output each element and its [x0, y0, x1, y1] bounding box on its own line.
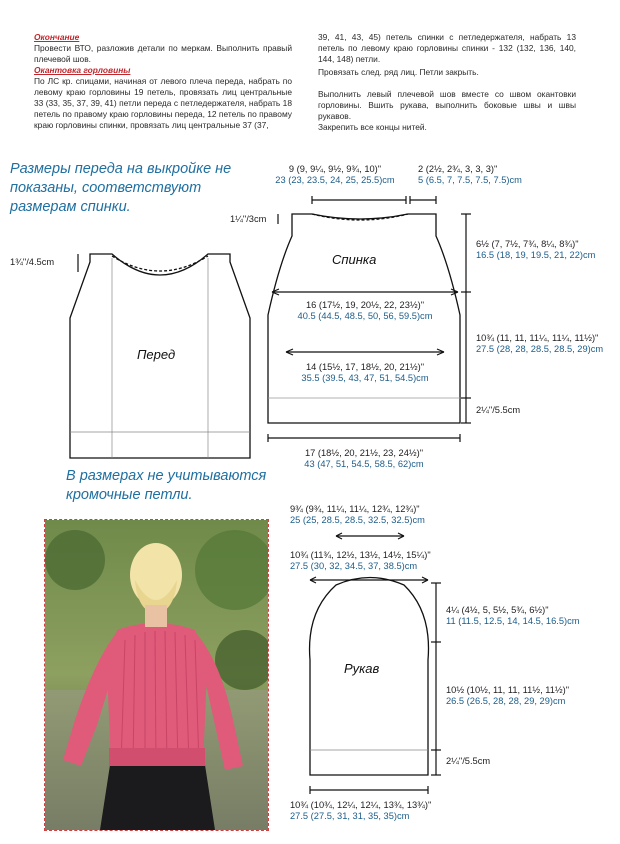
back-hem-dim: 17 (18½, 20, 21½, 23, 24½)" 43 (47, 51, 54.5, 58.5, 62)cm	[304, 448, 424, 469]
sleeve-length-dim: 10½ (10½, 11, 11, 11½, 11½)" 26.5 (26.5, 28, 28, 29, 29)cm	[446, 685, 570, 706]
finishing-text: Провести ВТО, разложив детали по меркам. Выполнить правый плечевой шов.	[34, 43, 292, 64]
front-neck-depth: 1¾"/4.5cm	[10, 257, 55, 267]
heading-neckband: Окантовка горловины	[34, 65, 131, 75]
photo-illustration	[45, 520, 268, 830]
back-armhole-dim: 6½ (7, 7½, 7¾, 8¼, 8¾)" 16.5 (18, 19, 19.5, 21, 22)cm	[476, 239, 596, 260]
front-label: Перед	[137, 347, 176, 362]
back-ribbing-dim: 2¼"/5.5cm	[476, 405, 521, 415]
note-edge-stitches: В размерах не учитываются кромочные петли.	[66, 468, 267, 503]
right-p1: 39, 41, 43, 45) петель спинки с петледержателя, набрать 13 петель по левому краю горловины спинки - 132 (132, 136, 140, 144, 148) петли.	[318, 32, 576, 64]
sleeve-label: Рукав	[344, 661, 380, 676]
back-neck-depth: 1¼"/3cm	[230, 214, 267, 224]
right-p2: Провязать след. ряд лиц. Петли закрыть.	[318, 67, 479, 77]
sleeve-cap-dim: 4¼ (4½, 5, 5½, 5¾, 6½)" 11 (11.5, 12.5, 14, 14.5, 16.5)cm	[446, 605, 580, 626]
sleeve-upper-dim: 10¾ (11¾, 12½, 13½, 14½, 15¼)" 27.5 (30, 32, 34.5, 37, 38.5)cm	[290, 550, 431, 571]
sleeve-top-dim: 9¾ (9¾, 11¼, 11¼, 12¾, 12¾)" 25 (25, 28.5, 28.5, 32.5, 32.5)cm	[290, 504, 425, 525]
back-side-dim: 10¾ (11, 11, 11¼, 11¼, 11½)" 27.5 (28, 28, 28.5, 28.5, 29)cm	[476, 333, 604, 354]
right-p3: Выполнить левый плечевой шов вместе со швом окантовки горловины. Вшить рукава, выполнить боковые швы и швы рукавов.	[318, 89, 576, 121]
back-shoulder-dim: 2 (2½, 2¾, 3, 3, 3)" 5 (6.5, 7, 7.5, 7.5, 7.5)cm	[418, 164, 522, 185]
right-p4: Закрепить все концы нитей.	[318, 122, 427, 132]
back-label: Спинка	[332, 252, 377, 267]
sleeve-outline	[310, 578, 429, 776]
sleeve-bottom-dim: 10¾ (10¾, 12¼, 12¼, 13¾, 13¾)" 27.5 (27.5, 31, 31, 35, 35)cm	[290, 800, 432, 821]
garment-photo	[44, 519, 269, 831]
back-waist-dim: 14 (15½, 17, 18½, 20, 21½)" 35.5 (39.5, 43, 47, 51, 54.5)cm	[301, 362, 429, 383]
neckband-text: По ЛС кр. спицами, начиная от левого плеча переда, набрать по левому краю горловины 19 петель, провязать лиц центральные 33 (33, 35, 37, 39, 41) петли переда с петледержателя, набрать 18 петель по правому краю горловины переда, 12 петель по правому краю горловины спинки, провязать лиц центральные 37 (37,	[34, 76, 292, 130]
heading-finishing: Окончание	[34, 32, 80, 42]
back-bust-dim: 16 (17½, 19, 20½, 22, 23½)" 40.5 (44.5, 48.5, 50, 56, 59.5)cm	[297, 300, 433, 321]
sleeve-cuff-dim: 2¼"/5.5cm	[446, 756, 491, 766]
back-neck-dim: 9 (9, 9¼, 9½, 9¾, 10)" 23 (23, 23.5, 24, 25, 25.5)cm	[275, 164, 395, 185]
note-front-sizes: Размеры переда на выкройке не показаны, соответствуют размерам спинки.	[10, 161, 232, 215]
